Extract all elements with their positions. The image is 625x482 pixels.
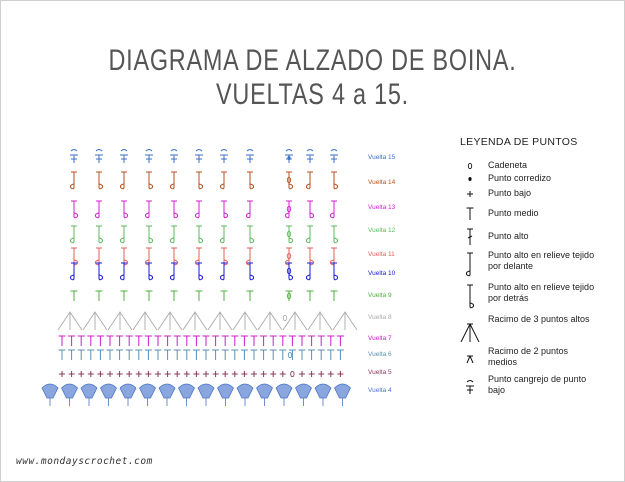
round-13-stitches (71, 201, 337, 218)
round-label: Vuelta 12 (368, 227, 396, 234)
legend-label: Punto medio (488, 208, 539, 218)
round-4-stitches (42, 384, 351, 406)
round-label: Vuelta 4 (368, 387, 392, 394)
round-9-stitches (71, 291, 338, 301)
round-10-stitches (70, 263, 337, 280)
round-label: Vuelta 10 (368, 270, 396, 277)
legend-label: Punto bajo (488, 188, 532, 198)
legend-label: Punto corredizo (488, 173, 552, 183)
round-6-stitches (59, 350, 344, 360)
round-label: Vuelta 13 (368, 204, 396, 211)
diagram-title: DIAGRAMA DE ALZADO DE BOINA. VUELTAS 4 a 15. (108, 44, 517, 111)
round-8-stitches (58, 312, 357, 330)
round-15-stitches (70, 150, 338, 164)
crab-stitch-icon (458, 374, 482, 402)
round-label: Vuelta 9 (368, 292, 392, 299)
legend-label: Punto cangrejo de punto bajo (488, 374, 587, 395)
legend-label: Punto alto en relieve tejido por delante (488, 250, 595, 271)
legend-label: Punto alto (488, 231, 529, 241)
round-label: Vuelta 14 (368, 179, 396, 186)
legend-heading: LEYENDA DE PUNTOS (460, 136, 578, 148)
round-label: Vuelta 11 (368, 251, 395, 258)
legend-label: Cadeneta (488, 160, 528, 170)
round-label: Vuelta 5 (368, 369, 392, 376)
round-11-stitches (71, 248, 337, 265)
round-14-stitches (70, 172, 337, 189)
website-url: www.mondayscrochet.com (16, 456, 153, 467)
round-label: Vuelta 6 (368, 351, 392, 358)
legend-label: Punto alto en relieve tejido por detrás (488, 282, 595, 303)
round-label: Vuelta 7 (368, 335, 392, 342)
back-post-double-crochet-icon (458, 282, 482, 310)
three-dc-cluster-icon (458, 314, 482, 342)
round-label: Vuelta 15 (368, 154, 396, 161)
round-7-stitches (59, 336, 344, 346)
round-label: Vuelta 8 (368, 314, 392, 321)
legend-label: Racimo de 3 puntos altos (488, 314, 590, 324)
legend-label: Racimo de 2 puntos medios (488, 346, 569, 367)
round-12-stitches (70, 226, 337, 243)
round-5-stitches (59, 371, 343, 377)
front-post-double-crochet-icon (458, 250, 482, 278)
two-hdc-cluster-icon (458, 346, 482, 374)
